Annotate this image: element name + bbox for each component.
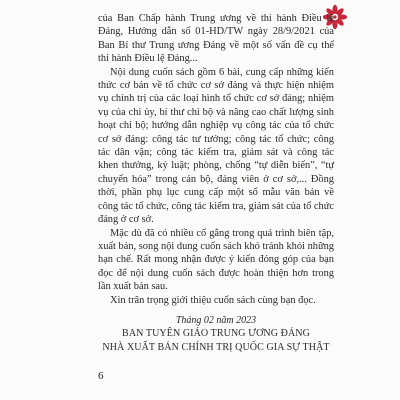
signature-organization-2: NHÀ XUẤT BẢN CHÍNH TRỊ QUỐC GIA SỰ THẬT (102, 341, 330, 353)
paragraph-continuation: của Ban Chấp hành Trung ương về thi hành Điều lệ Đảng, Hướng dẫn số 01-HD/TW ngày 28/9/2021 của Ban Bí thư Trung ương Đảng về một số vấn đề cụ thể thi hành Điều lệ Đảng... (98, 13, 334, 65)
body-text (98, 12, 334, 307)
paragraph-feedback-request: Mặc dù đã có nhiều cố gắng trong quá trình biên tập, xuất bản, song nội dung cuốn sách khó tránh khỏi những hạn chế. Rất mong nhận được ý kiến đóng góp của bạn đọc để nội dung cuốn sách được hoàn thiện hơn trong lần xuất bản sau. (98, 227, 334, 293)
paragraph-content-summary: Nội dung cuốn sách gồm 6 bài, cung cấp những kiến thức cơ bản về tổ chức cơ sở đảng và thực hiện nhiệm vụ chính trị của các loại hình tổ chức cơ sở đảng; nhiệm vụ của chi ủy, bí thư chi bộ và nâng cao chất lượng sinh hoạt chi bộ; hướng dẫn nghiệp vụ công tác của tổ chức cơ sở đảng: công tác tư tưởng; công tác tổ chức; công tác dân vận; công tác kiểm tra, giám sát và công tác khen thưởng, kỷ luật; phòng, chống “tự diễn biến”, “tự chuyển hóa” trong cán bộ, đảng viên ở cơ sở,... Đồng thời, phần phụ lục cung cấp một số mẫu văn bản về công tác tổ chức, công tác kiểm tra, giám sát của tổ chức đảng ở cơ sở. (98, 66, 334, 226)
page-number: 6 (98, 370, 104, 382)
signature-organization-1: BAN TUYÊN GIÁO TRUNG ƯƠNG ĐẢNG (122, 328, 310, 340)
paragraph-introduction: Xin trân trọng giới thiệu cuốn sách cùng bạn đọc. (110, 294, 316, 306)
signature-date: Tháng 02 năm 2023 (175, 315, 257, 326)
signature-block (98, 314, 334, 354)
